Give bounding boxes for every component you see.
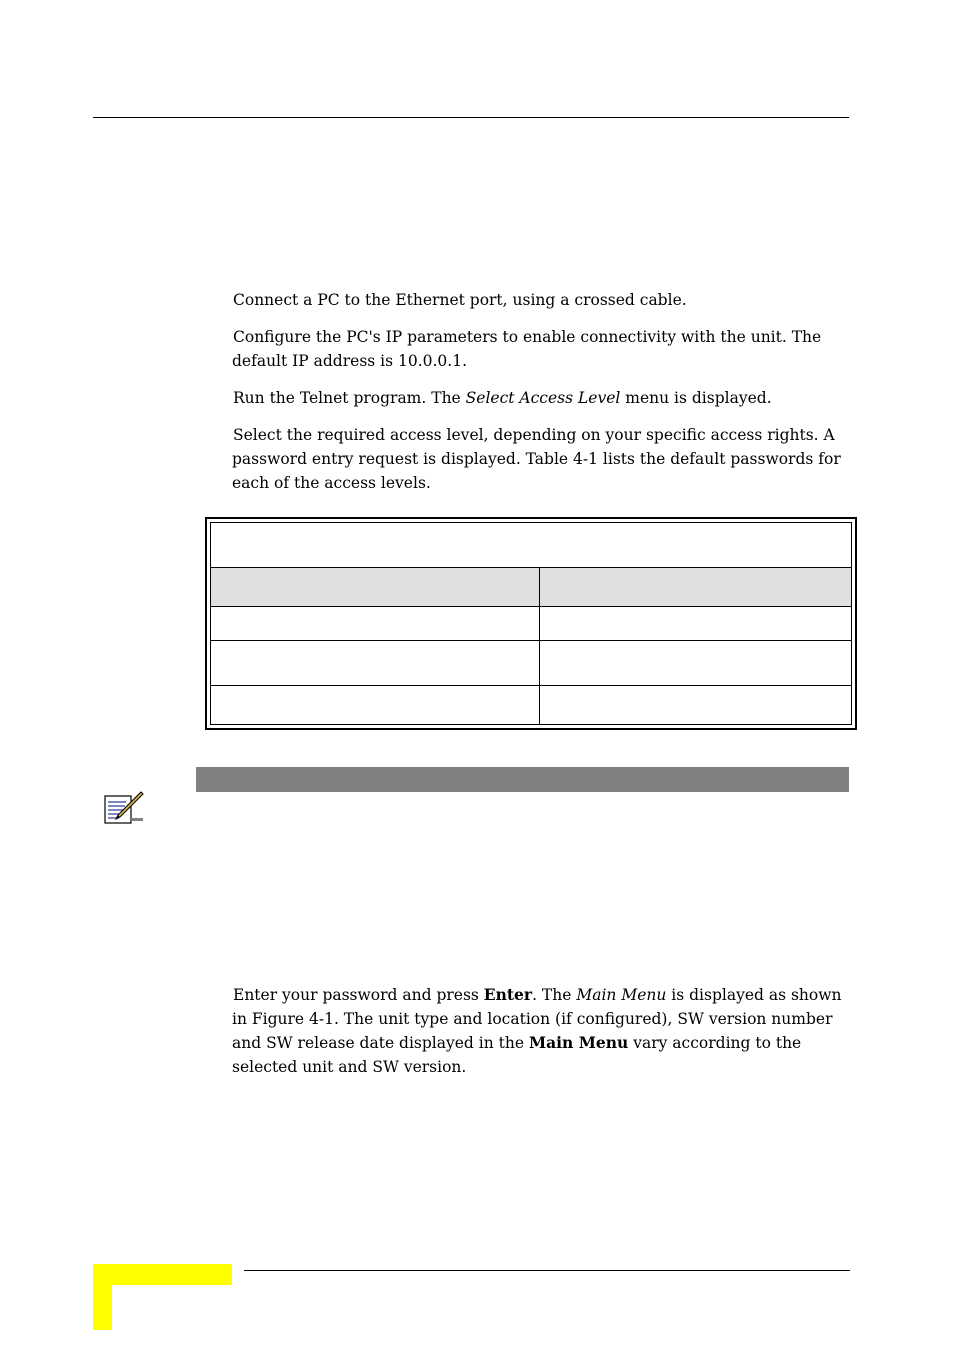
step-4-text: Select the required access level, depending on your specific access rights. A password entry request is displayed. Table 4-1 lists the default passwords for each of the access levels. — [232, 426, 841, 492]
step-4 — [232, 423, 852, 495]
note-pencil-icon — [103, 790, 145, 826]
step-5-text-a: Enter your password and press — [233, 986, 484, 1004]
table-header-password — [540, 568, 851, 606]
header-rule — [93, 117, 849, 118]
table-cell — [540, 605, 851, 640]
step-1 — [232, 288, 852, 312]
table-frame — [210, 522, 852, 725]
table-cell — [211, 641, 539, 685]
main-menu-term-bold: Main Menu — [528, 1033, 629, 1052]
footer-accent-tab — [93, 1264, 112, 1330]
step-5-text-d: vary according to the selected unit and SW version. — [232, 1034, 802, 1076]
step-2-text: Configure the PC's IP parameters to enable connectivity with the unit. The default IP address is 10.0.0.1. — [232, 328, 822, 370]
step-5-text-b: . The — [532, 986, 577, 1004]
table-cell — [211, 686, 539, 724]
default-passwords-table — [205, 517, 857, 730]
enter-key-term: Enter — [483, 985, 533, 1004]
step-5 — [232, 983, 852, 1079]
table-row — [211, 605, 851, 641]
table-header-row — [211, 567, 851, 607]
footer-accent-bar — [93, 1264, 232, 1285]
footer-rule — [244, 1270, 850, 1271]
table-column-divider — [539, 567, 540, 724]
table-row — [211, 686, 851, 724]
step-1-text: Connect a PC to the Ethernet port, using a crossed cable. — [233, 291, 687, 309]
note-header-bar — [196, 767, 849, 792]
table-row — [211, 641, 851, 686]
table-cell — [211, 605, 539, 640]
step-3-text-b: menu is displayed. — [620, 389, 772, 407]
step-3 — [232, 386, 852, 410]
table-caption-text — [211, 523, 851, 567]
table-cell — [540, 641, 851, 685]
table-caption — [211, 523, 851, 567]
table-cell — [540, 686, 851, 724]
step-3-text-a: Run the Telnet program. The — [233, 389, 466, 407]
step-5-text-c: is displayed as shown in Figure 4-1. The unit type and location (if configured), SW version number and SW release date displayed in the — [232, 986, 842, 1052]
select-access-level-term: Select Access Level — [465, 389, 621, 407]
main-menu-term-italic: Main Menu — [576, 986, 667, 1004]
table-header-access-level — [211, 568, 539, 606]
step-2 — [232, 325, 852, 373]
